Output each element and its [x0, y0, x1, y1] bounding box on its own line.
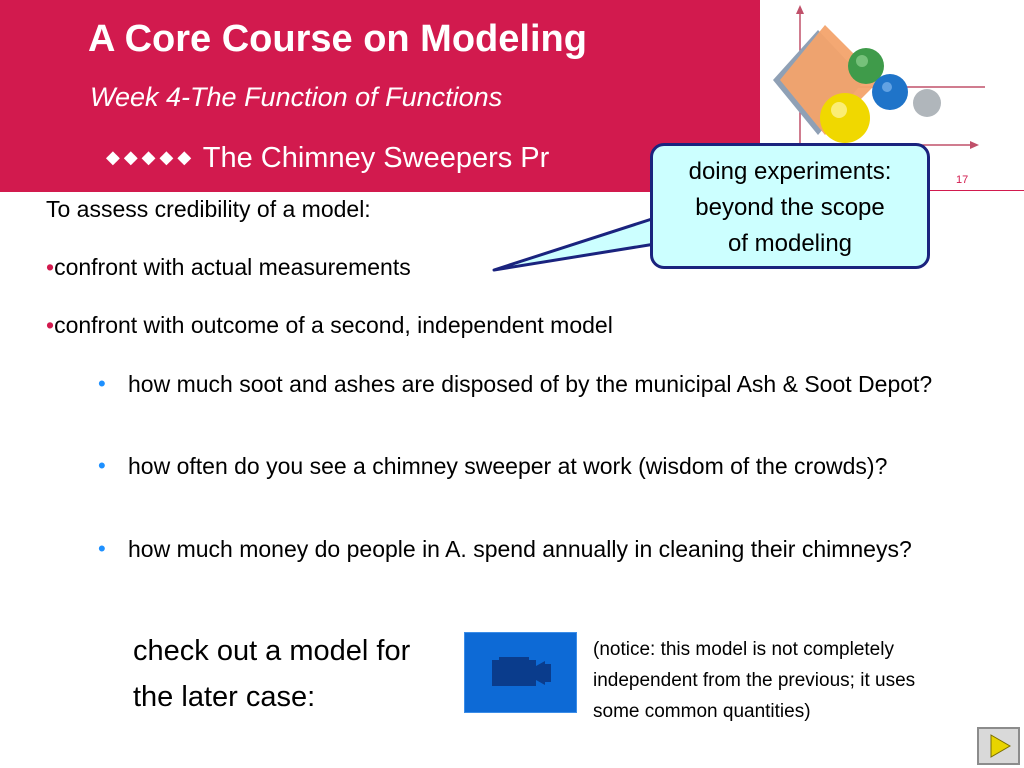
section-title-text: The Chimney Sweepers Pr	[202, 142, 550, 174]
sub-bullet-marker: •	[98, 453, 106, 478]
diamond-bullets: ◆◆◆◆◆	[106, 147, 196, 167]
intro-text: To assess credibility of a model:	[46, 196, 371, 222]
check-out-text	[133, 628, 410, 720]
notice-line: some common quantities)	[593, 701, 811, 722]
bullet-marker: •	[46, 254, 55, 280]
sub-bullet-text: how much money do people in A. spend annually in cleaning their chimneys?	[128, 536, 912, 562]
slide-title: A Core Course on Modeling	[88, 18, 587, 60]
bullet-text: confront with outcome of a second, independent model	[54, 312, 613, 338]
sub-bullet-text: how much soot and ashes are disposed of by the municipal Ash & Soot Depot?	[128, 371, 933, 397]
bullet-marker: •	[46, 312, 55, 338]
callout-line: of modeling	[727, 230, 853, 257]
page-number: 17	[956, 174, 969, 186]
play-triangle-icon	[979, 729, 1018, 763]
bullet-item	[46, 254, 411, 281]
bullet-item	[46, 312, 613, 339]
slide-subtitle: Week 4-The Function of Functions	[90, 82, 503, 112]
bullet-text: confront with actual measurements	[54, 254, 411, 280]
video-button[interactable]	[464, 632, 577, 713]
sub-bullet-marker: •	[98, 371, 106, 396]
sub-bullet-marker: •	[98, 536, 106, 561]
callout-line: doing experiments:	[688, 158, 892, 185]
video-camera-icon	[465, 633, 576, 712]
check-out-line: check out a model for	[133, 635, 411, 667]
notice-text	[593, 634, 993, 727]
next-slide-button[interactable]	[977, 727, 1020, 765]
callout-box	[650, 143, 930, 269]
notice-line: (notice: this model is not completely	[593, 639, 894, 660]
check-out-line: the later case:	[133, 681, 316, 713]
notice-line: independent from the previous; it uses	[593, 670, 916, 691]
sub-bullet-text: how often do you see a chimney sweeper at work (wisdom of the crowds)?	[128, 453, 888, 479]
callout-line: beyond the scope	[695, 194, 885, 221]
